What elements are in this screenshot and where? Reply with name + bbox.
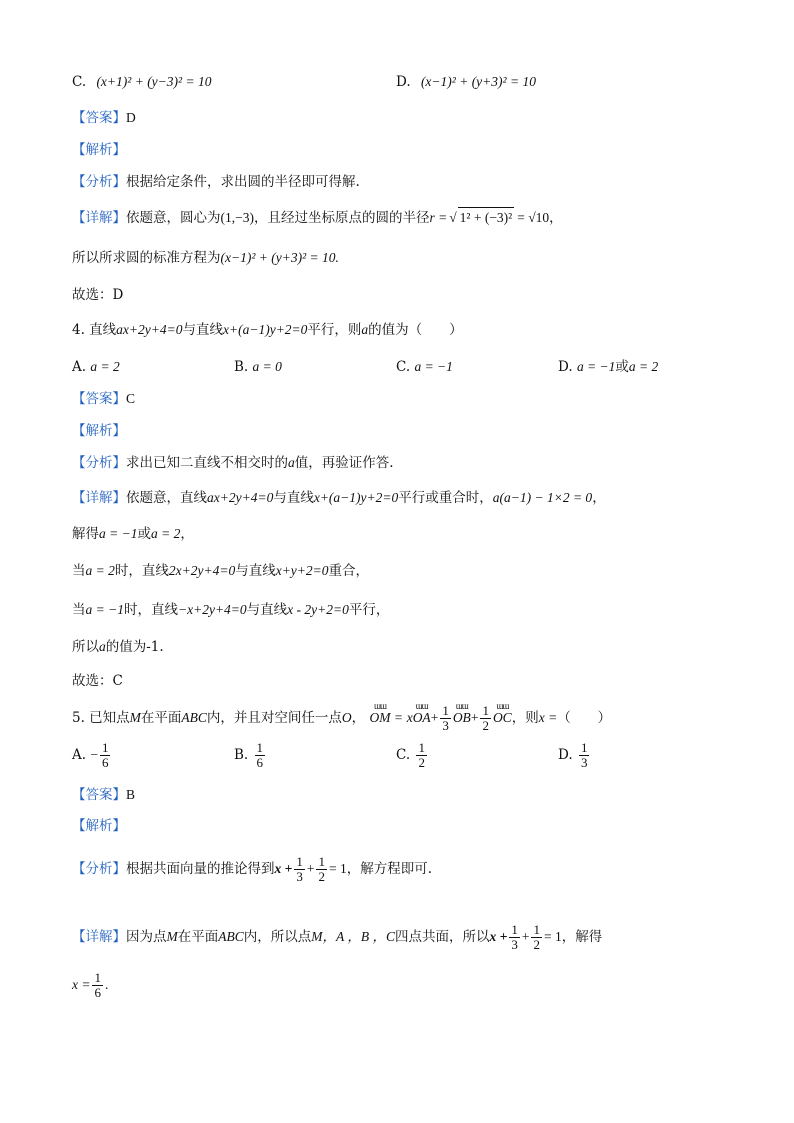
analysis-tag: 【分析】 — [72, 455, 126, 471]
fraction-den: 3 — [580, 755, 588, 770]
math: ABC — [181, 710, 207, 725]
q3-option-d — [396, 72, 536, 92]
fraction — [509, 923, 520, 952]
q5-analysis — [72, 852, 432, 886]
math: a = −1 — [99, 526, 138, 541]
option-text: (x+1)² + (y−3)² = 10 — [96, 74, 212, 89]
detail-tag: 【详解】 — [72, 929, 126, 945]
option-text: a = −1 — [576, 359, 616, 374]
fraction-den: 2 — [533, 937, 540, 952]
math: ，A ，B ， — [322, 929, 386, 944]
text: 内，所以点 — [243, 929, 312, 945]
jiexi-tag: 【解析】 — [72, 142, 126, 158]
math: + — [430, 710, 439, 725]
q4-option-d — [558, 357, 658, 377]
text: 四点共面，所以 — [395, 929, 490, 945]
detail-tag: 【详解】 — [72, 490, 126, 506]
analysis-tag: 【分析】 — [72, 861, 126, 877]
q3-detail-line-1: 【详解】依题意，圆心为(1,−3)，且经过坐标原点的圆的半径r = √ 1² + (−3)² = √10， — [72, 207, 563, 228]
math: ax+2y+4=0 — [207, 490, 274, 505]
vector-label: OM — [369, 710, 391, 725]
math: (x−1)² + (y+3)² = 10. — [220, 250, 339, 265]
math: M — [166, 929, 178, 944]
fraction-den: 6 — [256, 755, 264, 770]
fraction-den: 2 — [482, 718, 489, 733]
q5-option-c — [396, 741, 429, 770]
math: a = −1 — [85, 602, 124, 617]
option-text: a = 0 — [252, 359, 282, 374]
q4-detail-line-1 — [72, 488, 606, 508]
choose-text: 故选：D — [72, 287, 124, 303]
fraction-num: 1 — [256, 740, 264, 755]
text: 依题意，直线 — [126, 490, 207, 506]
math: x - 2y+2=0 — [287, 602, 349, 617]
text: 与直线 — [246, 602, 288, 618]
fraction-num: 1 — [580, 740, 588, 755]
fraction — [294, 855, 305, 884]
fraction-num: 1 — [533, 922, 540, 937]
math: M — [311, 929, 323, 944]
text: 在平面 — [140, 710, 182, 726]
option-text: a = 2 — [628, 359, 659, 374]
text: 当 — [72, 602, 86, 618]
q4-detail-line-4 — [72, 600, 389, 620]
math: + — [306, 861, 315, 876]
text: （ ） — [557, 710, 612, 726]
math: x+(a−1)y+2=0 — [223, 322, 308, 337]
math: = 1 — [543, 929, 562, 944]
math: a = 2 — [85, 563, 115, 578]
text: 根据共面向量的推论得到 — [126, 861, 275, 877]
fraction-num: 1 — [442, 703, 449, 718]
text: 当 — [72, 563, 86, 579]
answer-tag: 【答案】 — [72, 110, 126, 126]
q4-option-b — [234, 357, 282, 377]
math: r = — [429, 210, 448, 225]
analysis-tag: 【分析】 — [72, 174, 126, 190]
math: 2x+2y+4=0 — [168, 563, 236, 578]
fraction-den: 3 — [296, 869, 303, 884]
fraction-num: 1 — [101, 740, 109, 755]
text: 在平面 — [177, 929, 219, 945]
option-label: D. — [558, 359, 573, 375]
choose-text: 故选：C — [72, 673, 123, 689]
fraction — [92, 971, 103, 1000]
q4-jiexi — [72, 421, 126, 441]
q5-stem — [72, 701, 612, 733]
jiexi-tag: 【解析】 — [72, 423, 126, 439]
analysis-text: 根据给定条件，求出圆的半径即可得解. — [126, 174, 360, 190]
q3-option-c — [72, 72, 211, 92]
answer-value: B — [126, 787, 136, 802]
fraction-num: 1 — [296, 854, 303, 869]
option-label: C. — [72, 74, 87, 90]
fraction — [416, 741, 427, 770]
math: + — [470, 710, 479, 725]
fraction — [255, 741, 266, 770]
fraction-num: 1 — [94, 970, 101, 985]
vector-label: OA — [412, 710, 431, 725]
text: 的值为-1. — [105, 639, 164, 655]
option-label: B. — [234, 359, 249, 375]
q5-detail-line-2 — [72, 968, 108, 1002]
text: 与直线 — [182, 322, 223, 338]
q4-detail-line-2 — [72, 524, 194, 544]
fraction-den: 6 — [101, 755, 109, 770]
math: M — [129, 710, 141, 725]
answer-value: C — [126, 391, 136, 406]
math: a — [288, 455, 295, 470]
vector-arrow: ɯɯ — [455, 701, 468, 711]
math: x + — [489, 929, 508, 944]
math: ABC — [218, 929, 244, 944]
q4-answer — [72, 389, 135, 409]
text: 时，直线 — [123, 602, 178, 618]
text: 与直线 — [235, 563, 276, 579]
vector-arrow: ɯɯ — [373, 701, 386, 711]
fraction-den: 6 — [94, 985, 101, 1000]
vector-label: OB — [452, 710, 471, 725]
text: 4. 直线 — [72, 322, 117, 338]
text: 平行， — [348, 602, 390, 618]
fraction-num: 1 — [482, 703, 489, 718]
text: 与直线 — [273, 490, 314, 506]
fraction — [100, 741, 111, 770]
fraction-den: 3 — [511, 937, 518, 952]
text: 因为点 — [126, 929, 167, 945]
q4-detail-line-3 — [72, 561, 369, 581]
math: (1,−3) — [220, 210, 254, 225]
answer-value: D — [126, 110, 136, 125]
q3-choose — [72, 285, 123, 305]
q4-option-c — [396, 357, 453, 377]
fraction-num: 1 — [418, 740, 425, 755]
fraction — [316, 855, 327, 884]
fraction — [531, 923, 542, 952]
vector-om — [369, 701, 391, 731]
text: 所以所求圆的标准方程为 — [72, 250, 221, 266]
option-sign: − — [90, 747, 98, 762]
math: + — [521, 929, 530, 944]
math: a = 2 — [150, 526, 181, 541]
text: 内，并且对空间任一点 — [206, 710, 342, 726]
vector-label: OC — [492, 710, 512, 725]
jiexi-tag: 【解析】 — [72, 818, 126, 834]
vector-arrow: ɯɯ — [415, 701, 428, 711]
fraction-num: 1 — [511, 922, 518, 937]
text: 值，再验证作答. — [294, 455, 394, 471]
text: 或 — [137, 526, 151, 542]
text: ， — [592, 490, 606, 506]
math: x+(a−1)y+2=0 — [313, 490, 399, 505]
math: x + — [274, 861, 293, 876]
option-label: B. — [234, 747, 249, 763]
text: 平行，则 — [307, 322, 362, 338]
option-text: (x−1)² + (y+3)² = 10 — [420, 74, 536, 89]
vector-oa — [412, 701, 431, 731]
vector-oc — [492, 701, 512, 731]
text: ， — [351, 710, 366, 726]
text: 时，直线 — [114, 563, 169, 579]
q5-answer — [72, 785, 135, 805]
q3-jiexi — [72, 140, 126, 160]
answer-tag: 【答案】 — [72, 391, 126, 407]
fraction — [440, 704, 451, 733]
option-label: D. — [396, 74, 411, 90]
math: = — [394, 710, 403, 725]
math: x = — [72, 977, 91, 992]
vector-ob — [452, 701, 471, 731]
text: 5. 已知点 — [72, 710, 130, 726]
math: ax+2y+4=0 — [116, 322, 183, 337]
q5-option-d — [558, 741, 591, 770]
q4-option-a — [72, 357, 120, 377]
math: O — [341, 710, 352, 725]
option-label: A. — [72, 747, 87, 763]
math: x+y+2=0 — [275, 563, 329, 578]
fraction — [579, 741, 590, 770]
text: ，且经过坐标原点的圆的半径 — [253, 210, 430, 226]
q5-detail-line-1 — [72, 920, 602, 954]
text: 重合， — [328, 563, 370, 579]
math-sqrt: 1² + (−3)² — [458, 207, 515, 228]
math: a(a−1) − 1×2 = 0 — [492, 490, 593, 505]
q5-option-a — [72, 741, 112, 770]
option-text: 或 — [615, 359, 629, 375]
math: = 1 — [328, 861, 347, 876]
math: x = — [538, 710, 558, 725]
q4-choose — [72, 671, 123, 691]
text: ，解得 — [561, 929, 603, 945]
q3-answer — [72, 108, 136, 128]
fraction-den: 2 — [418, 755, 425, 770]
option-label: D. — [558, 747, 573, 763]
q4-detail-line-5 — [72, 637, 164, 657]
detail-tag: 【详解】 — [72, 210, 126, 226]
fraction — [480, 704, 491, 733]
math: x — [406, 710, 413, 725]
fraction-num: 1 — [318, 854, 325, 869]
q5-jiexi — [72, 816, 126, 836]
fraction-den: 3 — [442, 718, 449, 733]
text: 依题意，圆心为 — [126, 210, 221, 226]
option-label: C. — [396, 359, 411, 375]
text: 所以 — [72, 639, 99, 655]
option-label: A. — [72, 359, 87, 375]
q3-analysis — [72, 172, 360, 192]
text: 的值为（ ） — [368, 322, 463, 338]
text: ， — [549, 210, 563, 226]
text: ， — [180, 526, 194, 542]
math: . — [104, 977, 109, 992]
text: 解得 — [72, 526, 99, 542]
math: = √10 — [517, 210, 550, 225]
math: C — [386, 929, 396, 944]
math: a — [99, 639, 106, 654]
math: a — [361, 322, 369, 337]
option-text: a = −1 — [414, 359, 453, 374]
math: −x+2y+4=0 — [177, 602, 247, 617]
text: ，则 — [511, 710, 539, 726]
q5-option-b — [234, 741, 267, 770]
text: 求出已知二直线不相交时的 — [126, 455, 288, 471]
text: ，解方程即可. — [346, 861, 432, 877]
answer-tag: 【答案】 — [72, 787, 126, 803]
vector-arrow: ɯɯ — [496, 701, 509, 711]
fraction-den: 2 — [318, 869, 325, 884]
option-text: a = 2 — [90, 359, 120, 374]
q3-detail-line-2 — [72, 248, 339, 268]
option-label: C. — [396, 747, 411, 763]
q4-analysis — [72, 453, 394, 473]
q4-stem — [72, 320, 463, 340]
text: 平行或重合时， — [398, 490, 493, 506]
